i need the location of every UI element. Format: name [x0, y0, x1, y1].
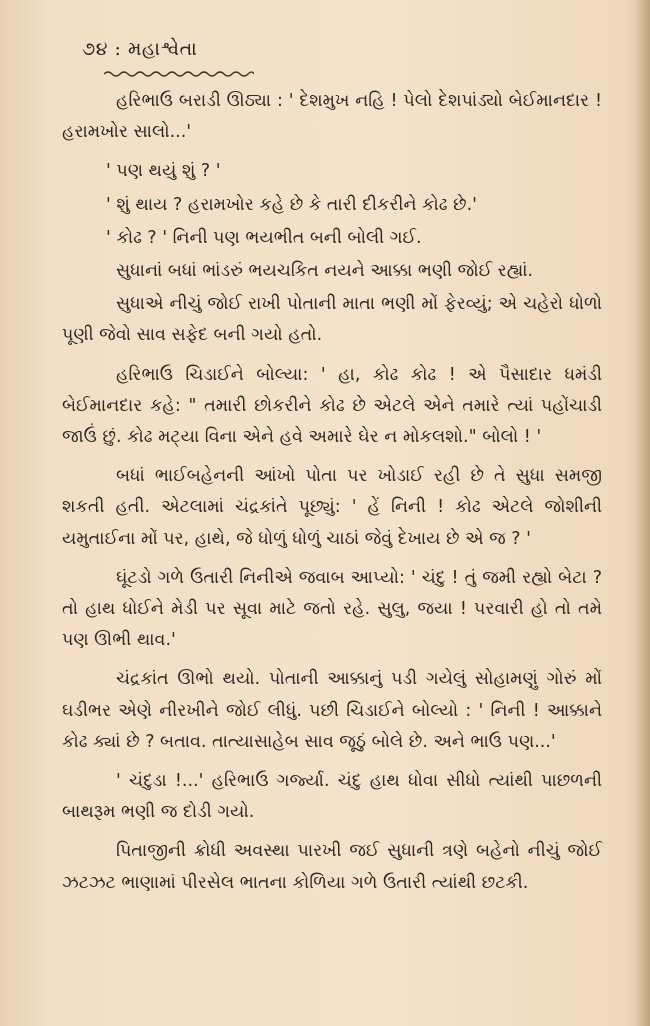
page-number-and-title: ૭૪ : મહાશ્વેતા	[82, 38, 198, 60]
paragraph: સુધાએ નીચું જોઈ રાખી પોતાની માતા ભણી મોં ફેરવ્યું; એ ચહેરો ધોળો પૂણી જેવો સાવ સફેદ બની ગયો હતો.	[62, 294, 602, 346]
paragraph: ' કોઢ ? ' નિની પણ ભયભીત બની બોલી ગઈ.	[106, 227, 422, 248]
decorative-wavy-rule	[104, 70, 254, 78]
paragraph: હરિભાઉ બરાડી ઊઠ્યા : ' દેશમુખ નહિ ! પેલો દેશપાંડ્યો બેઈમાનદાર ! હરામખોર સાલો...'	[62, 91, 602, 143]
page-header	[82, 38, 402, 78]
paragraph: સુધાનાં બધાં ભાંડરું ભયચકિત નયને આક્કા ભણી જોઈ રહ્યાં.	[116, 261, 534, 282]
paragraph: ચંદ્રકાંત ઊભો થયો. પોતાની આક્કાનું પડી ગયેલું સોહામણું ગોરું મોં ઘડીભર એણે નીરખીને જોઈ લીધું. પછી ચિડાઈને બોલ્યો : ' નિની ! આક્કાને કોઢ ક્યાં છે ? બતાવ. તાત્યાસાહેબ સાવ જૂઠું બોલે છે. અને ભાઉ પણ...'	[62, 669, 602, 752]
paragraph: ' ચંદુડા !...' હરિભાઉ ગર્જ્યા. ચંદુ હાથ ધોવા સીધો ત્યાંથી પાછળની બાથરૂમ ભણી જ દોડી ગયો.	[62, 771, 602, 823]
body-text	[62, 86, 602, 907]
paragraph: બધાં ભાઈબહેનની આંખો પોતા પર ખોડાઈ રહી છે તે સુધા સમજી શકતી હતી. એટલામાં ચંદ્રકાંતે પૂછ્યું: ' હેં નિની ! કોઢ એટલે જોશીની યમુતાઈના મોં પર, હાથે, જે ધોળું ધોળું ચાઠાં જેવું દેખાય છે એ જ ? '	[62, 466, 602, 549]
paragraph: હરિભાઉ ચિડાઈને બોલ્યા: ' હા, કોઢ કોઢ ! એ પૈસાદાર ધમંડી બેઈમાનદાર કહે: " તમારી છોકરીને કોઢ છે એટલે એને તમારે ત્યાં પહોંચાડી જાઉં છું. કોઢ મટ્યા વિના એને હવે અમારે ઘેર ન મોકલશો." બોલો ! '	[62, 364, 602, 448]
paragraph: ' શું થાય ? હરામખોર કહે છે કે તારી દીકરીને કોઢ છે.'	[106, 194, 477, 215]
paragraph: ઘૂંટડો ગળે ઉતારી નિનીએ જવાબ આપ્યો: ' ચંદુ ! તું જમી રહ્યો બેટા ? તો હાથ ધોઈને મેડી પર સૂવા માટે જતો રહે. સુલુ, જયા ! પરવારી હો તો તમે પણ ઊભી થાવ.'	[62, 567, 602, 651]
page-edge-shadow	[636, 0, 650, 1026]
paragraph: પિતાજીની ક્રોધી અવસ્થા પારખી જઈ સુધાની ત્રણે બહેનો નીચું જોઈ ઝટઝટ ભાણામાં પીરસેલ ભાતના કોળિયા ગળે ઉતારી ત્યાંથી છટકી.	[62, 841, 602, 893]
paragraph: ' પણ થયું શું ? '	[106, 161, 221, 182]
